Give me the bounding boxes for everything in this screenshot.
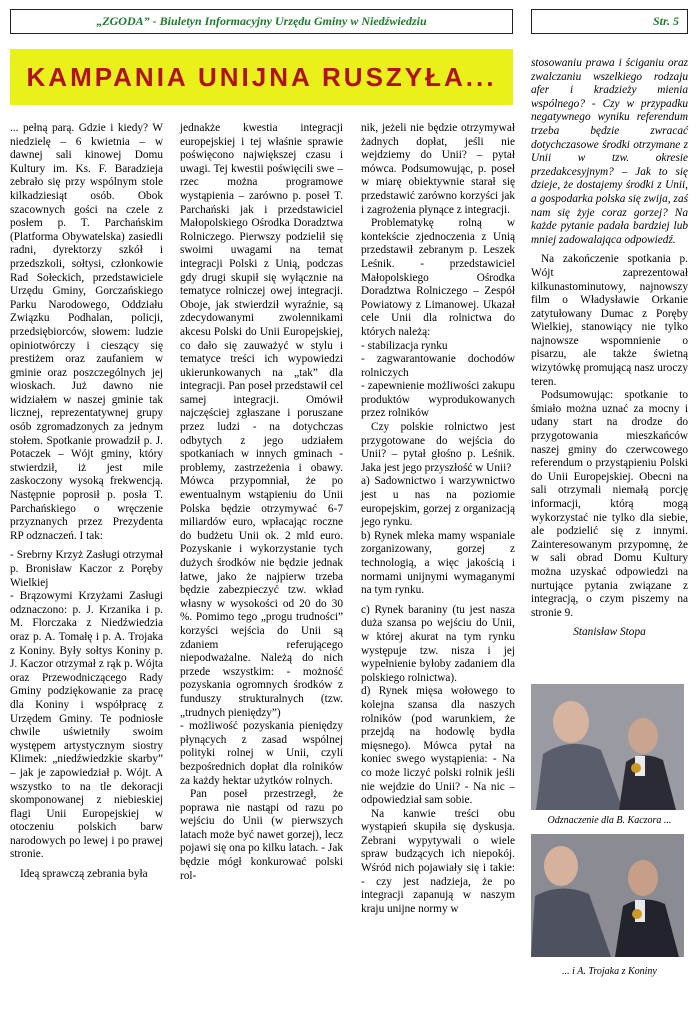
paragraph: Podsumowując: spotkanie to śmiało można uznać za mocny i udany start na drodze do przygotowania mieszkańców naszej gminy do czerwcowego referendum o przystąpieniu Polski do Unii Europejskiej. Obecni na sali otrzymali niemałą porcję informacji, którą mogą wykorzystać nie tylko dla siebie, ale podzielić się z innymi. Zainteresowanym przypomnę, że w sali obrad Domu Kultury można uzyskać odpowiedzi na nurtujące pytania związane z integracją, o czym piszemy na stronie 9. bbox=[531, 389, 688, 619]
paragraph: jednakże kwestia integracji europejskiej i tej właśnie sprawie poświęcono największej czasu i uwagi. Tej kwestii poświęcili swe – rzec można programowe wystąpienia – zarówno p. poseł T. Parchański jak i przedstawiciel Małopolskiego Ośrodka Doradztwa Rolniczego. Pierwszy podzielił się swoimi uwagami na temat integracji Polski z Unią, podczas gdy drugi skupił się wyłącznie na tematyce rolniczej owej integracji. Oboje, jak stwierdził wyraźnie, są zdecydowanymi zwolennikami akcesu Polski do Unii Europejskiej, co dało się zauważyć w stylu i tematyce treści ich wypowiedzi ukierunkowanych na „tak” dla integracji. Pan poseł przedstawił cel samej integracji. Omówił najczęściej zgłaszane i poruszane przez ludzi - na dotychczas odbytych z jego udziałem spotkaniach w innych gminach - problemy, zastrzeżenia i obawy. Mówca przypomniał, że po ewentualnym wstąpieniu do Unii Polska będzie otrzymywać 6-7 miliardów euro, wpłacając roczne do budżetu Unii ok. 2 mld euro. Pozyskanie i wykorzystanie tych dużych środków nie będzie jednak łatwe, jako że najpierw trzeba będzie zabezpieczyć tzw. wkład własny w wysokości od 20 do 30 %. Pomimo tego „progu trudności” korzyści wejścia do Unii są zdaniem referującego niepodważalne. Należą do nich przede wszystkim: - możność pozyskania ogromnych środków z funduszy strukturalnych (tzw. „trudnych pieniędzy”) bbox=[180, 122, 343, 719]
article-column-1 bbox=[10, 122, 163, 882]
paragraph: d) Rynek mięsa wołowego to kolejna szansa dla naszych rolników (pod warunkiem, że przejdą na hodowlę bydła mięsnego). Mówca pytał na koniec swego wystąpienia: - Na co może liczyć polski rolnik jeśli nie wejdzie do Unii? - Na nic – odpowiedział sam sobie. bbox=[361, 685, 515, 807]
award-photo-2 bbox=[531, 834, 684, 957]
paragraph: nik, jeżeli nie będzie otrzymywał żadnych dopłat, jeśli nie wejdziemy do Unii? – pytał mówca. Podsumowując, p. poseł w miarę obiektywnie starał się przedstawić zarówno korzyści jak i zagrożenia płynące z integracji. bbox=[361, 122, 515, 216]
article-column-3 bbox=[361, 122, 515, 916]
award-photo-1 bbox=[531, 684, 684, 810]
photo-caption-1: Odznaczenie dla B. Kaczora ... bbox=[547, 815, 672, 826]
headline: KAMPANIA UNIJNA RUSZYŁA... bbox=[26, 62, 497, 92]
article-column-2 bbox=[180, 122, 343, 883]
paragraph: Ideą sprawczą zebrania była bbox=[20, 868, 148, 881]
page-number: Str. 5 bbox=[652, 14, 679, 28]
paragraph: - Srebrny Krzyż Zasługi otrzymał p. Bronisław Kaczor z Poręby Wielkiej bbox=[10, 549, 163, 589]
list-item: - zapewnienie możliwości zakupu produktów wyprodukowanych przez rolników bbox=[361, 380, 515, 420]
headline-band bbox=[10, 49, 513, 105]
list-item: - zagwarantowanie dochodów rolniczych bbox=[361, 353, 515, 379]
paragraph: - możliwość pozyskania pieniędzy płynących z zasad wspólnej polityki rolnej w Unii, czyli bezpośrednich dopłat dla rolników za każdy hektar użytków rolnych. bbox=[180, 720, 343, 787]
bulletin-title: „ZGODA” - Biuletyn Informacyjny Urzędu Gminy w Niedźwiedziu bbox=[96, 14, 427, 28]
page-number-box bbox=[531, 9, 688, 34]
paragraph: Na zakończenie spotkania p. Wójt zaprezentował kilkunastominutowy, najnowszy film o Władysławie Orkanie zatytułowany Dumac z Poręby Wielkiej, stanowiący nie tylko najnowsze wspomnienie o pisarzu, ale także świetną wizytówkę promującą nasz uroczy teren. bbox=[531, 253, 688, 388]
paragraph: Na kanwie treści obu wystąpień skupiła się dyskusja. Zebrani wypytywali o wiele spraw budzących ich niepokój. Wśród nich pojawiały się i takie: - czy jest nadzieja, że po integracji zapanują w naszym kraju unijne normy w bbox=[361, 807, 515, 915]
paragraph: c) Rynek baraniny (tu jest nasza duża szansa po wejściu do Unii, w której akurat na tym rynku występuje tzw. nisza i jej wypełnienie byłoby zadaniem dla polskiego rolnictwa). bbox=[361, 603, 515, 684]
paragraph: b) Rynek mleka mamy wspaniale zorganizowany, gorzej z technologią, a więc jakością i normami unijnymi wymaganymi na tym rynku. bbox=[361, 529, 515, 597]
paragraph: ... pełną parą. Gdzie i kiedy? W niedzielę – 6 kwietnia – w dawnej sali kinowej Domu Kultury im. Ks. F. Baradzieja zebrało się przy wspólnym stole kilkadziesiąt osób. Obok szacownych gości na czele z posłem p. T. Parchańskim (Platforma Obywatelska) zasiedli radni, dyrektorzy szkół i przedszkoli, sołtysi, członkowie Rad Sołeckich, przedstawiciele Urzędu Gminy, Gorczańskiego Parku Narodowego, Oddziału Związku Podhalan, policji, przedsiębiorców, słowem: ludzie opiniotwórczy i cieszący się prestiżem oraz zaufaniem w gminie oraz poszczególnych jej wioskach. Już dawno nie widziałem w naszej gminie tak licznej, reprezentatywnej grupy osób zgromadzonych za jednym stołem. Spotkanie prowadził p. J. Potaczek – Wójt gminy, który stwierdził, iż jest mile zaskoczony wysoką frekwencją. Następnie poprosił p. posła T. Parchańskiego o wręczenie przyznanych przez Prezydenta RP odznaczeń. I tak: bbox=[10, 122, 163, 542]
paragraph: a) Sadownictwo i warzywnictwo jest u nas na poziomie europejskim, gorzej z organizacją jego rynku. bbox=[361, 475, 515, 529]
header-bar bbox=[10, 9, 513, 34]
author-signature: Stanisław Stopa bbox=[573, 626, 646, 639]
paragraph: Czy polskie rolnictwo jest przygotowane do wejścia do Unii? – pytał głośno p. Leśnik. Jaka jest jego przyszłość w Unii? bbox=[361, 421, 515, 474]
list-item: - stabilizacja rynku bbox=[361, 339, 448, 352]
paragraph: - Brązowymi Krzyżami Zasługi odznaczono: p. J. Krzanika i p. M. Florczaka z Niedźwiedzia oraz p. A. Tomałę i p. A. Trojaka z Koniny. Były sołtys Koniny p. J. Kaczor otrzymał z rąk p. Wójta oraz Przewodniczącego Rady Gminy podziękowanie za pracę dla Koniny i współpracę z Urzędem Gminy. Te podniosłe chwile uświetniły swoim występem artystycznym siostry Klimek: „niedźwiedzkie skarby” – jak je zapowiedział p. Wójt. A wszystko to na tle dekoracji skomponowanej z niebieskiej flagi Unii Europejskiej w otoczeniu polskich barw narodowych po lewej i po prawej stronie. bbox=[10, 590, 163, 861]
article-column-4 bbox=[531, 57, 688, 640]
paragraph: Pan poseł przestrzegł, że poprawa nie nastąpi od razu po wejściu do Unii (w pierwszych latach może być nawet gorzej), lecz pojawi się ona po kilku latach. - Jak będzie mógł konkurować polski rol- bbox=[180, 788, 343, 882]
paragraph: Problematykę rolną w kontekście zjednoczenia z Unią przedstawił zebranym p. Leszek Leśnik. - przedstawiciel Małopolskiego Ośrodka Doradztwa Rolniczego – Zespół Powiatowy z Limanowej. Ukazał cele Unii dla rolnictwa do których należą: bbox=[361, 217, 515, 338]
photo-caption-2: ... i A. Trojaka z Koniny bbox=[562, 966, 657, 977]
paragraph: stosowaniu prawa i ściganiu oraz zwalczaniu wszelkiego rodzaju afer i kradzieży mienia wspólnego? - Czy w przypadku negatywnego wyniku referendum trzeba będzie zwracać dotychczasowe środki otrzymane z Unii w tzw. okresie przedakcesyjnym? – Jak to się dzieje, że dostajemy środki z Unii, a gospodarka polska się zwija, zaś nam się żyje coraz gorzej? Na każde pytanie padała bardziej lub mniej zadowalająca odpowiedź. bbox=[531, 57, 688, 246]
